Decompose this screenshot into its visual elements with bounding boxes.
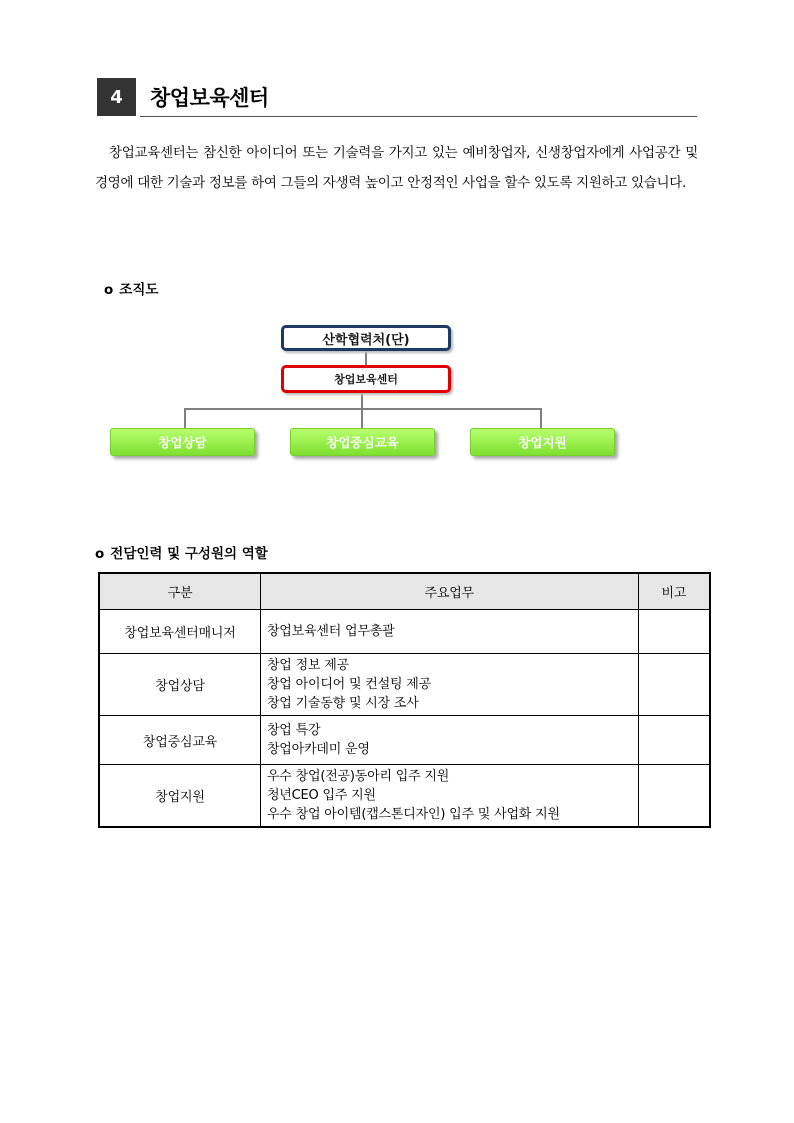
roles-heading-text: 전담인력 및 구성원의 역할 (110, 546, 268, 562)
row-category: 창업중심교육 (99, 716, 260, 765)
row-category: 창업보육센터매니저 (99, 610, 260, 654)
row-duties (260, 654, 638, 716)
row-note (638, 610, 710, 654)
duty-line: 창업 아이디어 및 컨설팅 제공 (266, 677, 431, 692)
table-row (99, 716, 710, 765)
roles-heading (95, 542, 268, 562)
row-category: 창업상담 (99, 654, 260, 716)
duty-line: 창업 특강 (266, 723, 321, 738)
column-header-note: 비고 (638, 573, 710, 610)
roles-table (98, 572, 711, 828)
row-duties (260, 716, 638, 765)
org-chart-heading (104, 278, 158, 298)
org-node-child-3: 창업지원 (470, 428, 615, 456)
column-header-category: 구분 (99, 573, 260, 610)
org-node-middle: 창업보육센터 (281, 365, 451, 393)
intro-paragraph: 창업교육센터는 참신한 아이디어 또는 기술력을 가지고 있는 예비창업자, 신생창업자에게 사업공간 및 경영에 대한 기술과 정보를 하여 그들의 자생력 높이고 안정적인 사업을 할수 있도록 지원하고 있습니다. (95, 145, 698, 191)
row-duties (260, 765, 638, 828)
connector-child-3 (540, 408, 542, 428)
column-header-duties: 주요업무 (260, 573, 638, 610)
duty-line: 창업보육센터 업무총괄 (266, 624, 395, 639)
duty-line: 창업 기술동향 및 시장 조사 (266, 696, 419, 711)
connector-mid-bus (361, 393, 363, 409)
row-note (638, 765, 710, 828)
connector-bus (184, 408, 542, 410)
table-header-row (99, 573, 710, 610)
row-category: 창업지원 (99, 765, 260, 828)
org-node-top: 산학협력처(단) (281, 325, 451, 351)
duty-line: 창업아카데미 운영 (266, 742, 370, 757)
bullet-icon: o (104, 282, 114, 298)
section-title: 창업보육센터 (150, 86, 269, 110)
duty-line: 우수 창업 아이템(캡스톤디자인) 입주 및 사업화 지원 (266, 807, 560, 822)
table-row (99, 654, 710, 716)
org-node-child-2: 창업중심교육 (290, 428, 435, 456)
connector-child-2 (361, 408, 363, 428)
bullet-icon: o (95, 546, 105, 562)
section-title-rule (140, 116, 697, 117)
org-chart-heading-text: 조직도 (119, 282, 159, 298)
row-duties (260, 610, 638, 654)
connector-top-mid (365, 351, 367, 365)
table-row (99, 610, 710, 654)
org-node-child-1: 창업상담 (110, 428, 255, 456)
row-note (638, 716, 710, 765)
section-number: 4 (97, 78, 136, 116)
duty-line: 창업 정보 제공 (266, 658, 349, 673)
table-row (99, 765, 710, 828)
connector-child-1 (184, 408, 186, 428)
duty-line: 우수 창업(전공)동아리 입주 지원 (266, 769, 450, 784)
row-note (638, 654, 710, 716)
duty-line: 청년CEO 입주 지원 (266, 788, 376, 803)
